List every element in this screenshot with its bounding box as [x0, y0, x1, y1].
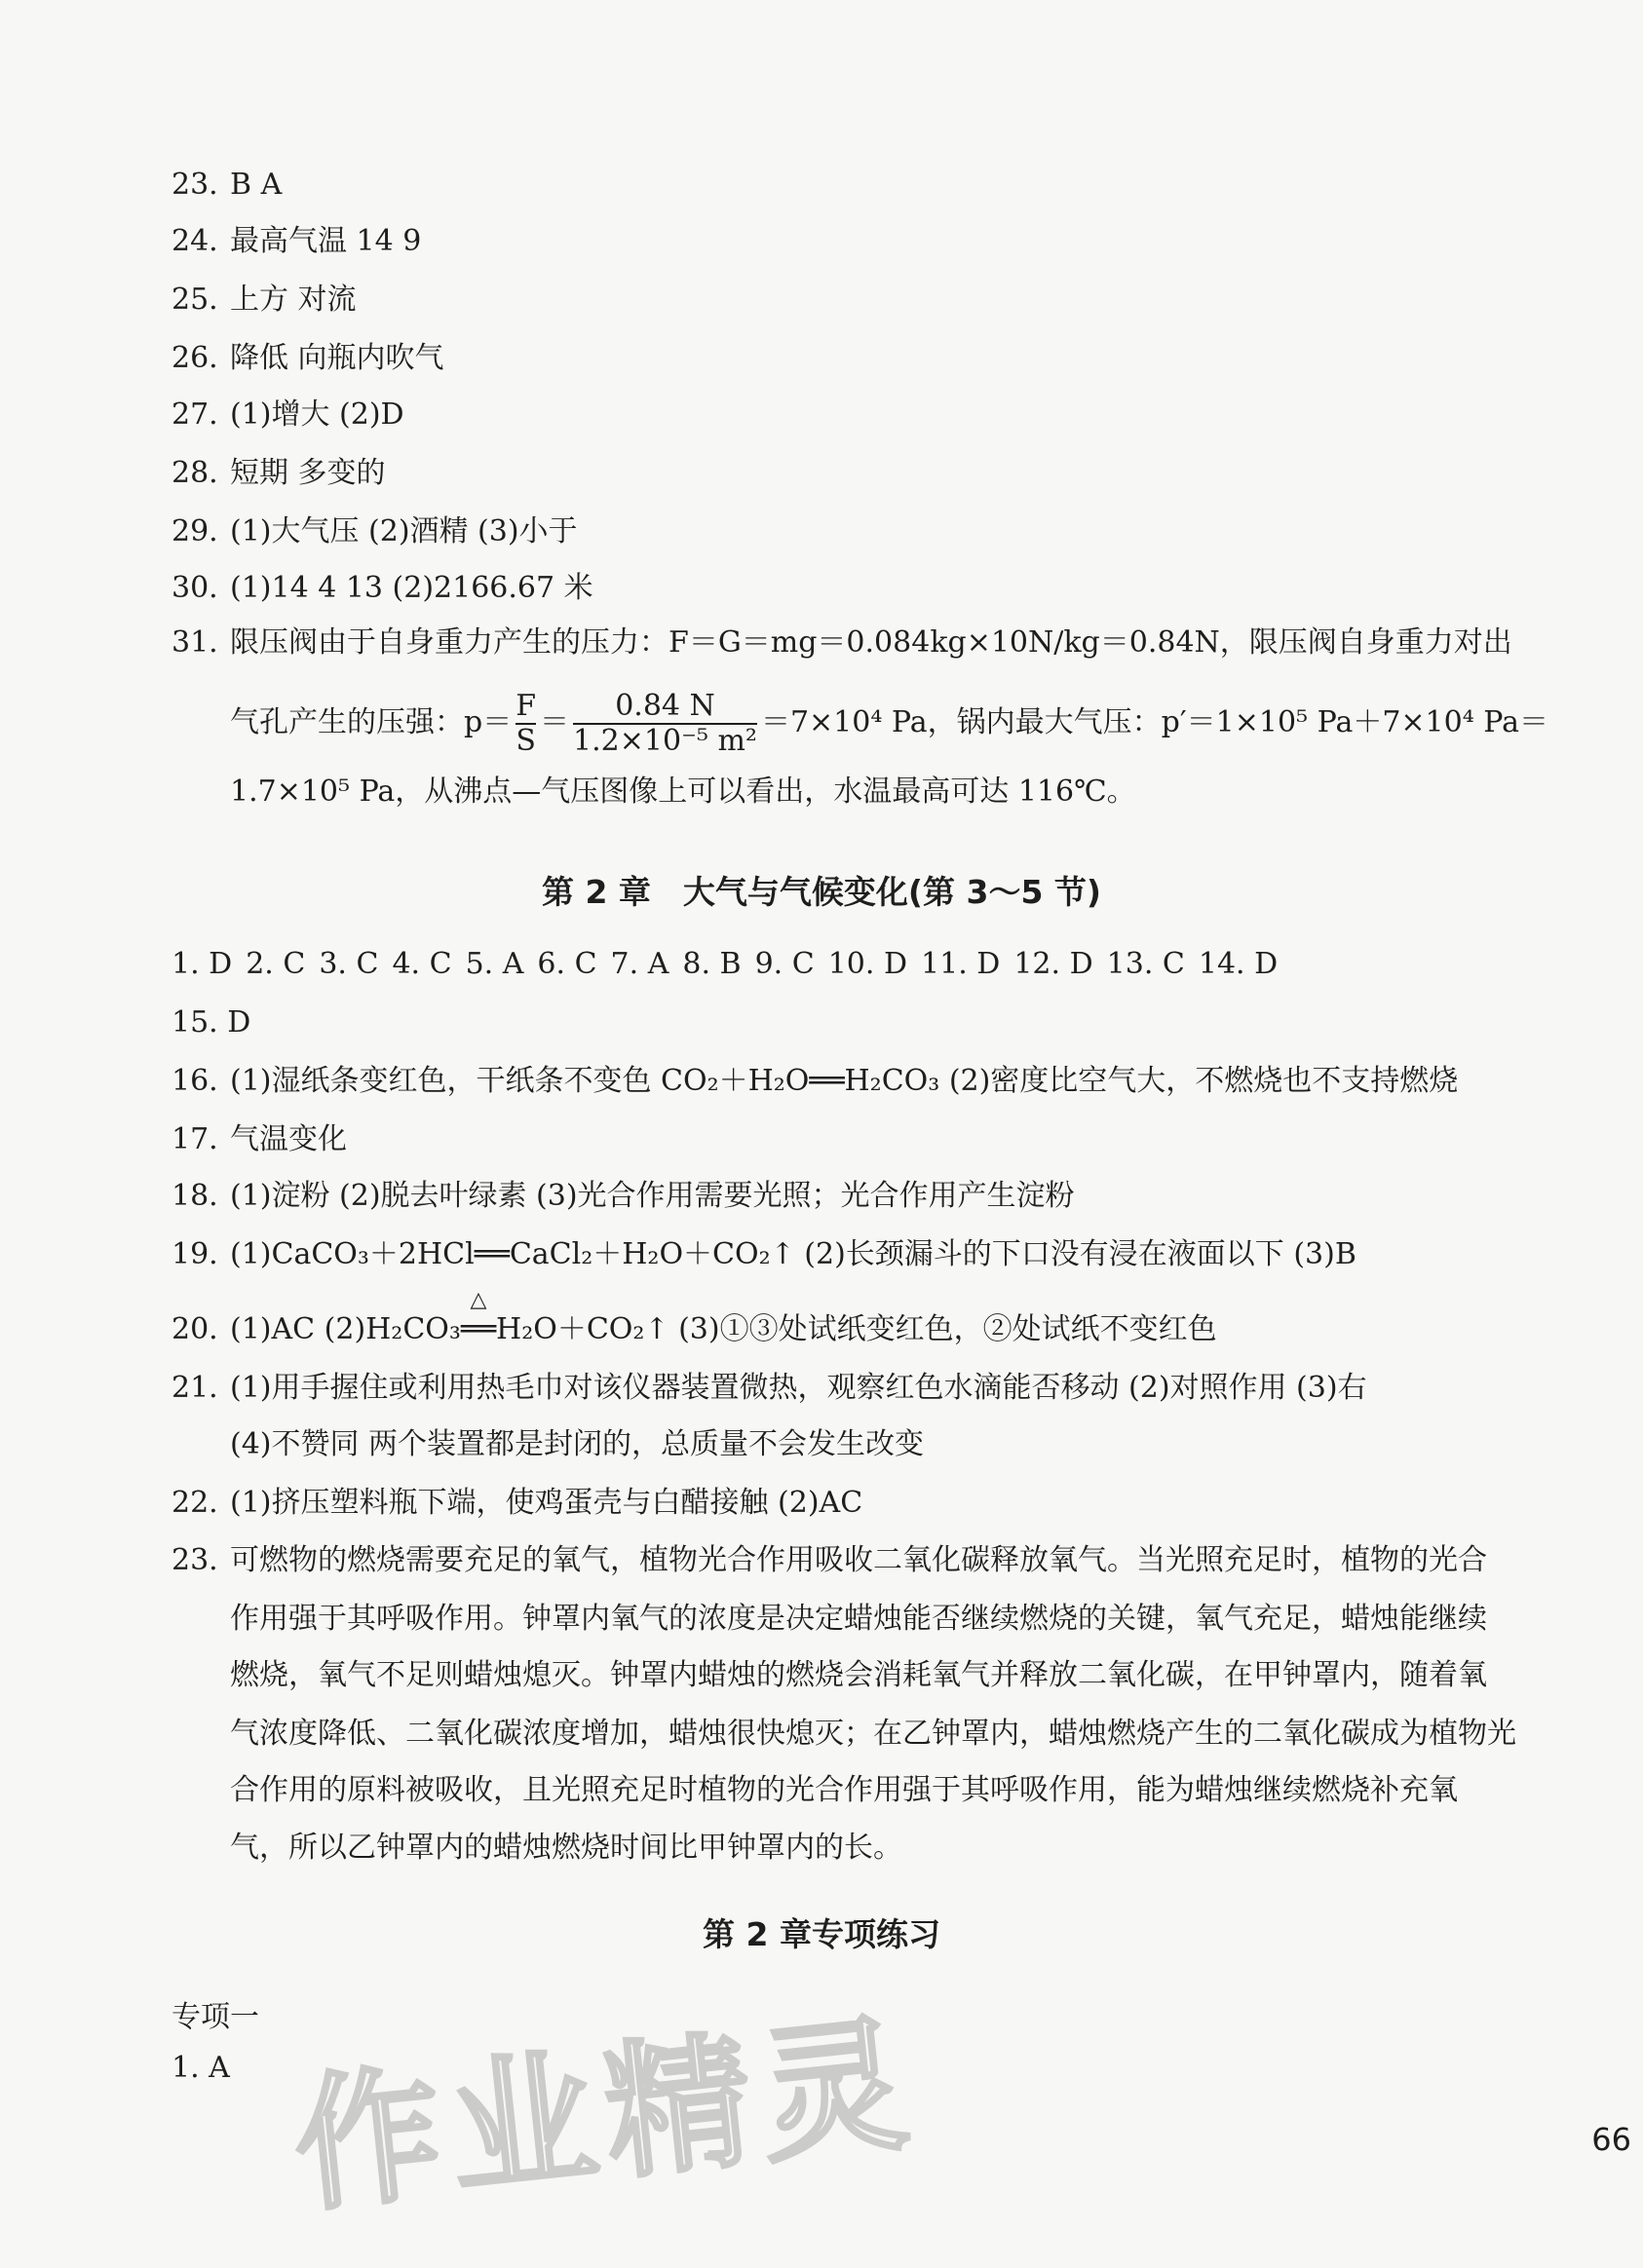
answer-item: 1. A: [172, 2051, 230, 2085]
mcq-answer: 11. D: [921, 947, 1001, 981]
answer-number: 28.: [172, 456, 218, 490]
answer-q31-line2: 气孔产生的压强：p＝ $\frac{F}{S}$ ＝ $\frac{0.84 N}{\text{1.2×10⁻⁵ m²}}$ ＝7×10⁴ Pa，锅内最大气压：p′＝1×10⁵ Pa＋7×10⁴ Pa＝: [230, 689, 1549, 758]
answer-q23-line3: 燃烧，氧气不足则蜡烛熄灭。钟罩内蜡烛的燃烧会消耗氧气并释放二氧化碳，在甲钟罩内，随着氧: [230, 1658, 1487, 1692]
answer-number: 23.: [172, 168, 218, 202]
fraction-f-over-s: $\frac{F}{S}$: [516, 689, 537, 758]
mcq-answer: 5. A: [465, 947, 524, 981]
mcq-answers: [172, 945, 1536, 984]
mcq-answer: 3. C: [319, 947, 379, 981]
chapter-heading: 第 2 章 大气与气候变化(第 3～5 节): [541, 873, 1101, 911]
answer-row: [172, 281, 1536, 320]
answer-text: (1)大气压 (2)酒精 (3)小于: [230, 514, 578, 548]
mcq-answer: 12. D: [1013, 947, 1093, 981]
fraction-pressure: $\frac{0.84 N}{\text{1.2×10⁻⁵ m²}}$: [573, 689, 757, 758]
answer-text: 降低 向瓶内吹气: [230, 341, 444, 375]
answer-row: [172, 166, 1536, 205]
answer-q31-line3: 1.7×10⁵ Pa，从沸点—气压图像上可以看出，水温最高可达 116℃。: [230, 775, 1136, 809]
mcq-answer: 1. D: [172, 947, 233, 981]
answer-text: 最高气温 14 9: [230, 224, 422, 258]
answer-q31-line1: 31. 限压阀由于自身重力产生的压力：F＝G＝mg＝0.084kg×10N/kg＝0.84N，限压阀自身重力对出: [172, 625, 1512, 660]
answer-q18: 18. (1)淀粉 (2)脱去叶绿素 (3)光合作用需要光照；光合作用产生淀粉: [172, 1179, 1075, 1213]
answer-row: [172, 454, 1536, 493]
answer-q23-line5: 合作用的原料被吸收，且光照充足时植物的光合作用强于其呼吸作用，能为蜡烛继续燃烧补充氧: [230, 1773, 1458, 1807]
answer-q20: 20. (1)AC (2)H₂CO₃ △ ══H₂O＋CO₂↑ (3)①③处试纸变红色，②处试纸不变红色: [172, 1310, 1536, 1349]
mcq-answer: 7. A: [610, 947, 669, 981]
mcq-answer: 10. D: [827, 947, 908, 981]
answer-q21-line2: (4)不赞同 两个装置都是封闭的，总质量不会发生改变: [230, 1427, 925, 1461]
answer-number: 30.: [172, 571, 218, 605]
heat-condition-equals: △ ══: [461, 1310, 496, 1349]
answer-row: [172, 396, 1536, 435]
answer-number: 26.: [172, 341, 218, 375]
answer-q21-line1: 21. (1)用手握住或利用热毛巾对该仪器装置微热，观察红色水滴能否移动 (2)对照作用 (3)右: [172, 1371, 1367, 1405]
answer-text: 上方 对流: [230, 283, 357, 317]
mcq-answer-15: 15. D: [172, 1005, 251, 1040]
answer-text: (1)增大 (2)D: [230, 397, 404, 432]
answer-q16: 16. (1)湿纸条变红色，干纸条不变色 CO₂＋H₂O══H₂CO₃ (2)密度比空气大，不燃烧也不支持燃烧: [172, 1062, 1536, 1101]
answer-row: [172, 339, 1536, 378]
answer-q22: 22. (1)挤压塑料瓶下端，使鸡蛋壳与白醋接触 (2)AC: [172, 1486, 863, 1520]
mcq-answer: 8. B: [682, 947, 742, 981]
answer-number: 29.: [172, 514, 218, 548]
answer-text: 短期 多变的: [230, 456, 386, 490]
answer-q23-line6: 气，所以乙钟罩内的蜡烛燃烧时间比甲钟罩内的长。: [230, 1831, 902, 1865]
answer-number: 25.: [172, 283, 218, 317]
watermark-logo: 作业精灵: [287, 1998, 925, 2233]
triangle-icon: △: [470, 1288, 487, 1312]
answer-q23-line4: 气浓度降低、二氧化碳浓度增加，蜡烛很快熄灭；在乙钟罩内，蜡烛燃烧产生的二氧化碳成为植物光: [230, 1717, 1516, 1751]
mcq-answer: 13. C: [1106, 947, 1185, 981]
answer-q23-line2: 作用强于其呼吸作用。钟罩内氧气的浓度是决定蜡烛能否继续燃烧的关键，氧气充足，蜡烛能继续: [230, 1602, 1487, 1636]
answer-row: [172, 569, 1536, 608]
page-number: 66: [1591, 2121, 1631, 2158]
answer-row: [172, 222, 1536, 261]
mcq-answer: 4. C: [392, 947, 452, 981]
mcq-answer: 9. C: [754, 947, 815, 981]
answer-q23-line1: 23. 可燃物的燃烧需要充足的氧气，植物光合作用吸收二氧化碳释放氧气。当光照充足时，植物的光合: [172, 1543, 1487, 1577]
equals-sign: ══: [809, 1064, 845, 1098]
mcq-answer: 2. C: [246, 947, 306, 981]
section-heading: 第 2 章专项练习: [703, 1915, 940, 1953]
mcq-answer: 6. C: [537, 947, 597, 981]
subsection-label: 专项一: [172, 2000, 259, 2034]
mcq-answer: 14. D: [1198, 947, 1279, 981]
answer-number: 24.: [172, 224, 218, 258]
answer-text: B A: [230, 168, 283, 202]
answer-q17: 17. 气温变化: [172, 1122, 347, 1156]
answer-text: (1)14 4 13 (2)2166.67 米: [230, 571, 593, 605]
answer-q19: 19. (1)CaCO₃＋2HCl══CaCl₂＋H₂O＋CO₂↑ (2)长颈漏斗的下口没有浸在液面以下 (3)B: [172, 1235, 1536, 1274]
answer-number: 27.: [172, 397, 218, 432]
answer-row: [172, 512, 1536, 551]
equals-sign: ══: [474, 1237, 510, 1271]
